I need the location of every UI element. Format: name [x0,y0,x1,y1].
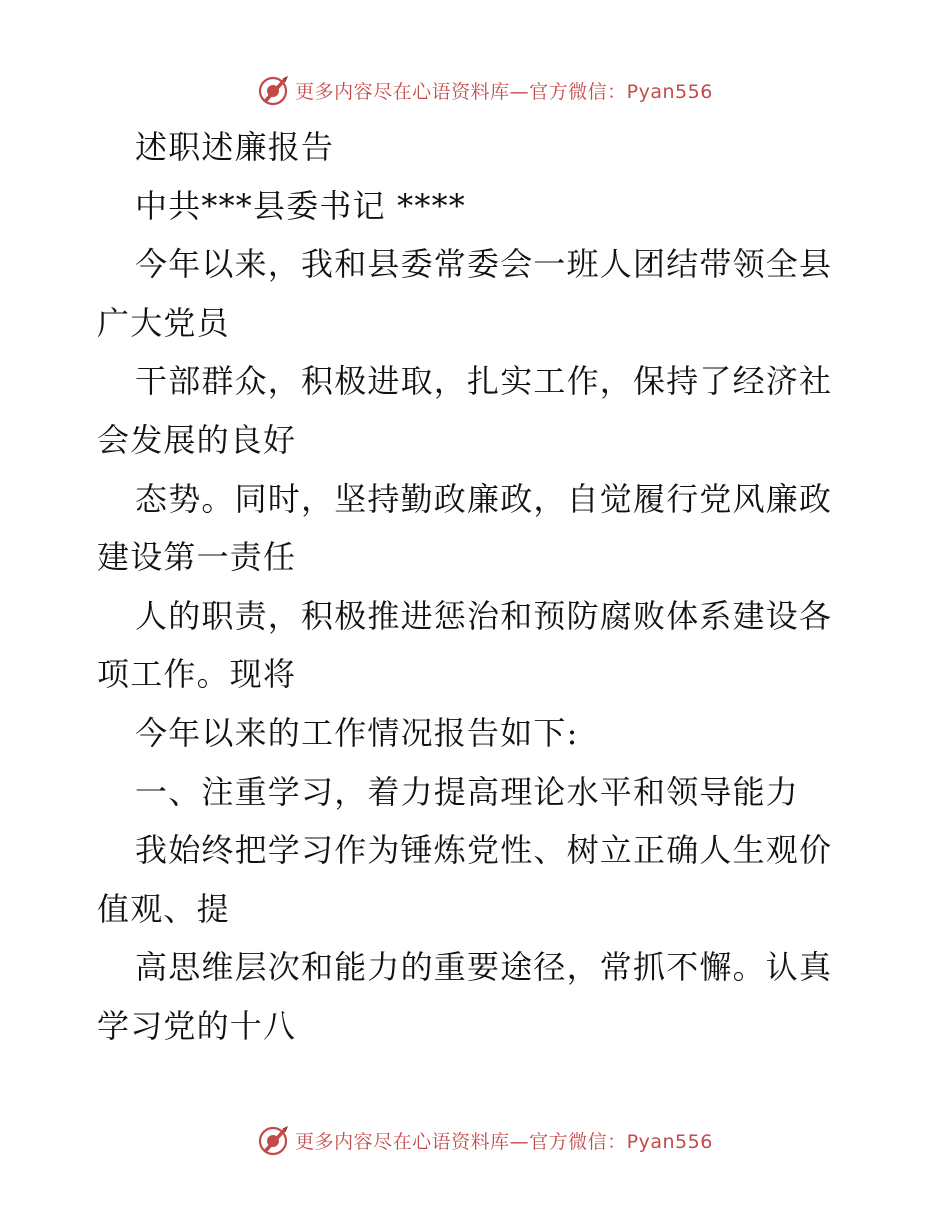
document-line: 会发展的良好 [97,420,297,459]
quill-logo-icon [257,1123,291,1157]
watermark-text: 更多内容尽在心语资料库—官方微信：Pyan556 [295,1130,713,1153]
document-line: 项工作。现将 [97,655,297,694]
watermark-banner-top [0,68,950,112]
document-body [97,118,857,1056]
document-line: 值观、提 [97,889,230,928]
watermark-text: 更多内容尽在心语资料库—官方微信：Pyan556 [295,80,713,103]
document-line: 我始终把学习作为锤炼党性、树立正确人生观价 [135,831,833,870]
watermark-inner [257,73,713,107]
document-line: 今年以来的工作情况报告如下: [135,713,579,752]
watermark-inner [257,1123,713,1157]
watermark-banner-bottom [0,1118,950,1162]
document-line: 干部群众，积极进取，扎实工作，保持了经济社 [135,362,833,401]
document-line: 学习党的十八 [97,1006,297,1045]
quill-logo-icon [257,73,291,107]
document-line: 建设第一责任 [97,538,297,577]
document-line: 今年以来，我和县委常委会一班人团结带领全县 [135,245,833,284]
document-line: 人的职责，积极推进惩治和预防腐败体系建设各 [135,596,833,635]
document-title: 述职述廉报告 [135,128,335,166]
document-line: 中共***县委书记 **** [135,186,466,225]
document-line: 一、注重学习，着力提高理论水平和领导能力 [135,772,800,811]
document-line: 态势。同时，坚持勤政廉政，自觉履行党风廉政 [135,479,833,518]
document-line: 高思维层次和能力的重要途径，常抓不懈。认真 [135,948,833,987]
document-line: 广大党员 [97,303,230,342]
